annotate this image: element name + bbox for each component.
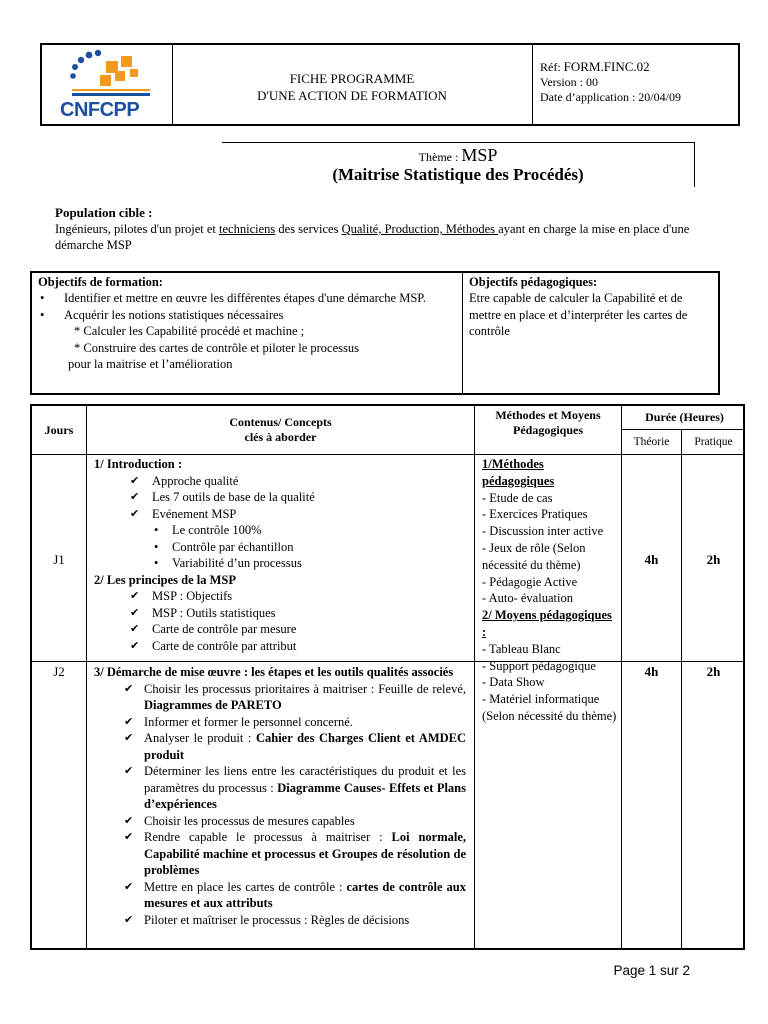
list-item: - Auto- évaluation (482, 591, 573, 606)
list-item: ✔ Carte de contrôle par attribut (94, 638, 470, 655)
list-item: - Matériel informatique (Selon nécessité du thème) (482, 692, 617, 723)
list-item: ✔ Piloter et maîtriser le processus : Règles de décisions (94, 912, 470, 929)
objectifs-formation (32, 273, 463, 393)
theme-box (222, 142, 695, 187)
version: Version : 00 (540, 75, 598, 89)
programme-table (30, 404, 745, 950)
list-item: ✔ Mettre en place les cartes de contrôle : cartes de contrôle aux mesures et aux attributs (94, 879, 470, 912)
population-cible (55, 205, 725, 253)
list-item: - Discussion inter active (482, 524, 604, 539)
ref-label: Réf: (540, 60, 564, 74)
list-item: - Tableau Blanc (482, 641, 561, 656)
list-item: ✔ Les 7 outils de base de la qualité (94, 489, 470, 506)
j1-theorie: 4h (644, 552, 659, 567)
theme-label: Thème : (418, 150, 462, 164)
list-item: ✔ MSP : Outils statistiques (94, 605, 470, 622)
list-item: ✔ Carte de contrôle par mesure (94, 621, 470, 638)
list-item: pour la maitrise et l’amélioration (68, 357, 233, 371)
theme-code: MSP (461, 145, 498, 165)
col-theorie: Théorie (633, 436, 670, 448)
list-item: • Variabilité d’un processus (94, 555, 470, 572)
section-title: 2/ Les principes de la MSP (94, 572, 237, 587)
j1-contents (94, 456, 470, 654)
col-duree: Durée (Heures) (645, 410, 724, 424)
j2-contents (94, 664, 470, 928)
list-item: - Exercices Pratiques (482, 507, 588, 522)
logo-cell (42, 45, 173, 124)
logo-text: CNFCPP (60, 99, 140, 121)
title-cell (172, 45, 533, 124)
title-line-2: D'UNE ACTION DE FORMATION (257, 88, 447, 103)
title-line-1: FICHE PROGRAMME (289, 71, 415, 86)
list-item: - Etude de cas (482, 490, 553, 505)
ref-value: FORM.FINC.02 (563, 59, 650, 74)
col-jours: Jours (44, 423, 74, 437)
objectifs-pedagogiques-label: Objectifs pédagogiques: (469, 275, 598, 289)
list-item: ✔ Approche qualité (94, 473, 470, 490)
methodes-heading: 1/Méthodes pédagogiques (482, 457, 555, 488)
date-application: Date d’application : 20/04/09 (540, 90, 681, 104)
list-item: ✔ Evénement MSP (94, 506, 470, 523)
moyens-heading: 2/ Moyens pédagogiques : (482, 608, 612, 639)
day-j1: J1 (53, 552, 65, 567)
list-item: • Identifier et mettre en œuvre les différentes étapes d'une démarche MSP. (32, 290, 462, 307)
list-item: - Jeux de rôle (Selon nécessité du thème) (482, 540, 586, 572)
section-title: 1/ Introduction : (94, 457, 182, 471)
objectifs-pedagogiques-text: Etre capable de calculer la Capabilité et de mettre en place et d’interpréter les cartes de contrôle (469, 291, 688, 338)
document-header (40, 43, 740, 126)
list-item: * Calculer les Capabilité procédé et machine ; (74, 324, 305, 338)
methodes-moyens (482, 456, 618, 725)
list-item: ✔ Analyser le produit : Cahier des Charges Client et AMDEC produit (94, 730, 470, 763)
list-item: * Construire des cartes de contrôle et piloter le processus (74, 340, 359, 355)
list-item: ✔ Rendre capable le processus à maitriser : Loi normale, Capabilité machine et processus et Groupes de résolution de problèmes (94, 829, 470, 879)
reference-cell (532, 45, 738, 124)
list-item: - Pédagogie Active (482, 574, 578, 589)
list-item: ✔ Informer et former le personnel concerné. (94, 714, 470, 731)
population-label: Population cible : (55, 205, 153, 220)
col-pratique: Pratique (694, 436, 733, 448)
list-item: - Support pédagogique (482, 658, 596, 673)
col-contenus: Contenus/ Concepts clés à aborder (229, 415, 332, 444)
j2-theorie: 4h (644, 664, 659, 679)
list-item: • Contrôle par échantillon (94, 539, 470, 556)
theme-full: (Maitrise Statistique des Procédés) (332, 165, 584, 184)
list-item: • Le contrôle 100% (94, 522, 470, 539)
section-title: 3/ Démarche de mise œuvre : les étapes et les outils qualités associés (94, 665, 454, 679)
list-item: - Data Show (482, 675, 545, 690)
list-item: ✔ Déterminer les liens entre les caractéristiques du produit et les paramètres du processus : Diagramme Causes- Effets et Plans d’expériences (94, 763, 470, 813)
list-item: ✔ Choisir les processus prioritaires à maitriser : Feuille de relevé, Diagrammes de PARETO (94, 681, 470, 714)
list-item: ✔ Choisir les processus de mesures capables (94, 813, 470, 830)
objectifs-formation-label: Objectifs de formation: (38, 275, 163, 289)
page-number: Page 1 sur 2 (613, 963, 690, 978)
day-j2: J2 (53, 664, 65, 679)
list-item: • Acquérir les notions statistiques nécessaires (32, 307, 462, 324)
population-text: Ingénieurs, pilotes d'un projet et techniciens des services Qualité, Production, Méthodes ayant en charge la mise en place d'une démarche MSP (55, 222, 690, 252)
j2-pratique: 2h (706, 664, 721, 679)
objectifs-pedagogiques (463, 273, 718, 393)
col-methodes: Méthodes et Moyens Pédagogiques (495, 408, 601, 437)
objectifs-table (30, 271, 720, 395)
list-item: ✔ MSP : Objectifs (94, 588, 470, 605)
j1-pratique: 2h (706, 552, 721, 567)
